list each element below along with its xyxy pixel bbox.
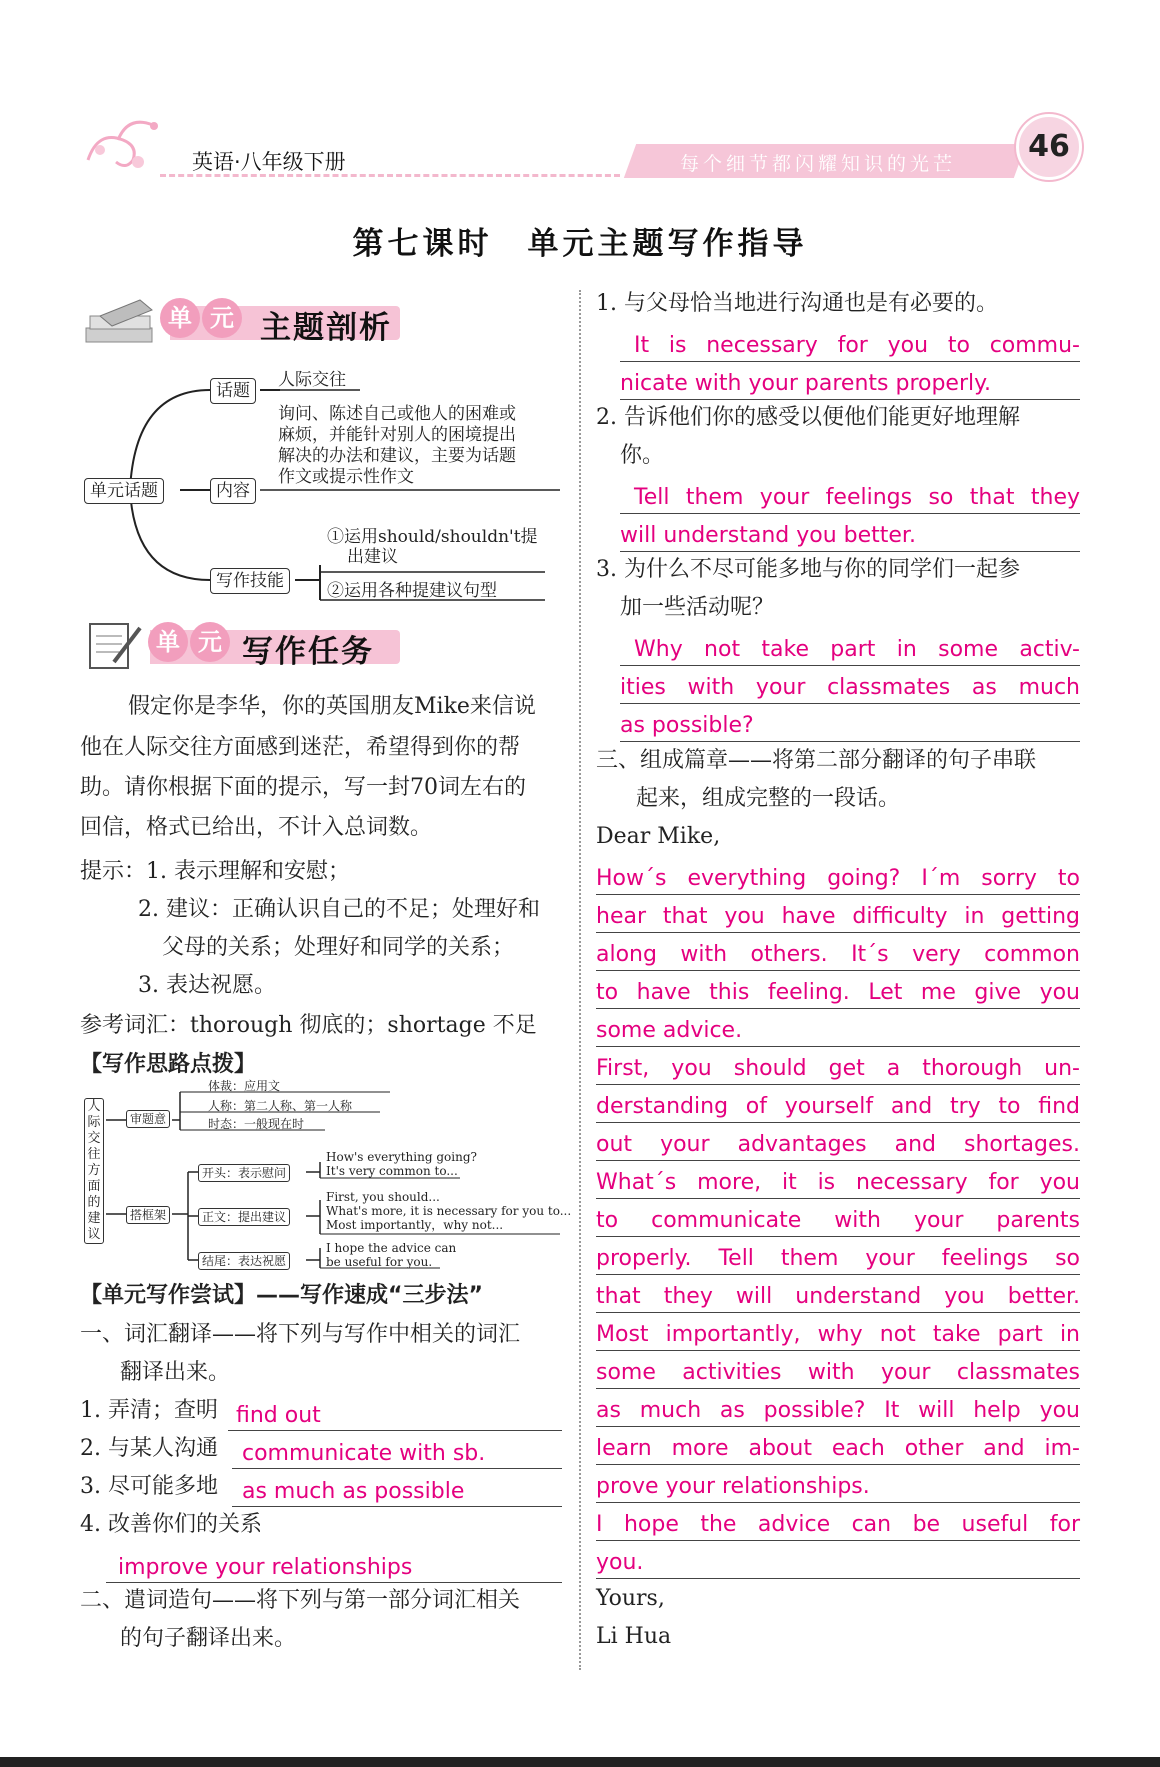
answer-line [620, 665, 1080, 704]
letter-line [596, 1426, 1080, 1465]
letter-line [596, 1274, 1080, 1313]
answer-line [620, 323, 1080, 362]
outline-opening: 开头：表示慰问 [198, 1164, 290, 1182]
letter-text: Most importantly, why not take part in [596, 1322, 1080, 1347]
letter-text: to have this feeling. Let me give you [596, 980, 1080, 1005]
letter-line [596, 1350, 1080, 1389]
letter-text: What´s more, it is necessary for you [596, 1170, 1080, 1195]
outline-ending: 结尾：表达祝愿 [198, 1252, 290, 1270]
sentence-question: 1. 与父母恰当地进行沟通也是有必要的。 [596, 291, 998, 316]
vocab-answer-line [232, 1430, 562, 1469]
practice-heading: 【单元写作尝试】——写作速成“三步法” [80, 1283, 483, 1308]
sentence-question: 3. 为什么不尽可能多地与你的同学们一起参 [596, 557, 1020, 582]
sentence-answer: will understand you better. [620, 523, 916, 548]
root-char: 议 [87, 1227, 101, 1242]
part1-line: 一、词汇翻译——将下列与写作中相关的词汇 [80, 1322, 521, 1347]
section-banner-analysis [80, 298, 420, 346]
sentence-answer: Tell them your feelings so that they [634, 485, 1080, 510]
part2-line: 的句子翻译出来。 [120, 1626, 297, 1651]
outline-body-text [326, 1190, 571, 1232]
mindmap-root: 单元话题 [84, 478, 164, 504]
letter-text: How´s everything going? I´m sorry to [596, 866, 1080, 891]
letter-line [596, 1160, 1080, 1199]
outline-text-line: It's very common to... [326, 1164, 458, 1178]
letter-line [596, 1464, 1080, 1503]
section-banner-task [80, 622, 420, 670]
outline-opening-text [326, 1150, 477, 1178]
part3-line: 三、组成篇章——将第二部分翻译的句子串联 [596, 748, 1037, 773]
content-line: 作文或提示性作文 [278, 467, 414, 487]
mindmap-skill-label: 写作技能 [210, 568, 290, 594]
root-char: 的 [87, 1195, 101, 1210]
vocab-question: 4. 改善你们的关系 [80, 1512, 262, 1537]
letter-text: hear that you have difficulty in getting [596, 904, 1080, 929]
outline-heading: 【写作思路点拨】 [80, 1052, 257, 1077]
mindmap-skill-2: ②运用各种提建议句型 [327, 581, 497, 601]
sentence-question: 你。 [620, 443, 665, 468]
content-line: 麻烦，并能针对别人的困境提出 [278, 425, 516, 445]
vocab-answer-line [232, 1468, 562, 1507]
letter-line [596, 1502, 1080, 1541]
sentence-answer: as possible? [620, 713, 754, 738]
root-char: 往 [87, 1147, 101, 1162]
vocab-answer: improve your relationships [118, 1555, 413, 1580]
notebook-icon [84, 620, 144, 672]
section-heading: 主题剖析 [260, 310, 392, 346]
outline-root [84, 1098, 104, 1244]
root-char: 际 [87, 1115, 101, 1130]
vocab-answer: as much as possible [242, 1479, 465, 1504]
letter-text: some activities with your classmates [596, 1360, 1080, 1385]
vocab-answer-line [106, 1544, 562, 1583]
letter-text: out your advantages and shortages. [596, 1132, 1080, 1157]
outline-body: 正文：提出建议 [198, 1208, 290, 1226]
mindmap-skill-1 [327, 527, 538, 567]
outline-branch-review: 审题意 [126, 1110, 170, 1128]
outline-item: 人称：第二人称、第一人称 [208, 1099, 353, 1113]
vocab-question: 3. 尽可能多地 [80, 1474, 218, 1499]
header-ornament [78, 110, 168, 180]
root-char: 方 [87, 1163, 101, 1178]
letter-line [596, 1122, 1080, 1161]
sentence-answer: ities with your classmates as much [620, 675, 1080, 700]
letter-text: First, you should get a thorough un- [596, 1056, 1080, 1081]
letter-line [596, 1046, 1080, 1085]
skill-line: ①运用should/shouldn't提 [327, 527, 538, 547]
answer-line [620, 361, 1080, 400]
content-line: 解决的办法和建议，主要为话题 [278, 446, 516, 466]
outline-item: 时态：一般现在时 [208, 1117, 305, 1131]
outline-text-line: What's more, it is necessary for you to... [326, 1204, 572, 1218]
column-divider [579, 290, 581, 1670]
mindmap-topic-label: 话题 [210, 378, 256, 404]
hint-line: 3. 表达祝愿。 [138, 973, 276, 998]
task-line: 回信，格式已给出，不计入总词数。 [80, 815, 433, 840]
letter-line [596, 1388, 1080, 1427]
letter-text: some advice. [596, 1018, 743, 1043]
vocab-question: 2. 与某人沟通 [80, 1436, 218, 1461]
letter-text: along with others. It´s very common [596, 942, 1080, 967]
answer-line [620, 475, 1080, 514]
mindmap-topic-value: 人际交往 [278, 370, 346, 390]
hint-line: 2. 建议：正确认识自己的不足；处理好和 [138, 897, 540, 922]
sentence-question: 2. 告诉他们你的感受以便他们能更好地理解 [596, 405, 1020, 430]
page-number: 46 [1016, 114, 1082, 180]
page-title: 第七课时 单元主题写作指导 [352, 226, 808, 262]
letter-line [596, 1236, 1080, 1275]
letter-text: that they will understand you better. [596, 1284, 1080, 1309]
task-line: 他在人际交往方面感到迷茫，希望得到你的帮 [80, 735, 521, 760]
letter-line [596, 932, 1080, 971]
letter-text: derstanding of yourself and try to find [596, 1094, 1080, 1119]
skill-line: 出建议 [347, 547, 398, 567]
letter-line [596, 1198, 1080, 1237]
letter-line [596, 894, 1080, 933]
letter-salutation: Dear Mike, [596, 824, 721, 849]
outline-branch-frame: 搭框架 [126, 1206, 170, 1224]
content-line: 询问、陈述自己或他人的困难或 [278, 404, 516, 424]
footer-bar [0, 1757, 1160, 1767]
letter-line [596, 1540, 1080, 1579]
letter-signature: Li Hua [596, 1624, 672, 1649]
letter-line [596, 1008, 1080, 1047]
letter-line [596, 1312, 1080, 1351]
letter-text: to communicate with your parents [596, 1208, 1080, 1233]
mindmap-content-text [278, 404, 516, 488]
part1-line: 翻译出来。 [120, 1360, 231, 1385]
letter-text: prove your relationships. [596, 1474, 870, 1499]
sentence-answer: nicate with your parents properly. [620, 371, 992, 396]
letter-line [596, 856, 1080, 895]
badge-char: 元 [190, 622, 230, 662]
outline-text-line: First, you should... [326, 1190, 440, 1204]
hint-line: 提示：1. 表示理解和安慰； [80, 859, 350, 884]
vocab-answer-line [228, 1392, 562, 1431]
vocab-answer: find out [236, 1403, 321, 1428]
header-divider [160, 174, 620, 177]
section-heading: 写作任务 [242, 634, 374, 670]
task-line: 助。请你根据下面的提示，写一封70词左右的 [80, 775, 526, 800]
root-char: 建 [87, 1211, 101, 1226]
letter-text: I hope the advice can be useful for [596, 1512, 1080, 1537]
header-slogan: 每个细节都闪耀知识的光芒 [680, 153, 957, 175]
root-char: 面 [87, 1179, 101, 1194]
book-title: 英语·八年级下册 [192, 150, 346, 174]
letter-text: learn more about each other and im- [596, 1436, 1080, 1461]
answer-line [620, 627, 1080, 666]
outline-text-line: be useful for you. [326, 1255, 433, 1269]
vocab-answer: communicate with sb. [242, 1441, 486, 1466]
root-char: 人 [87, 1099, 101, 1114]
root-char: 交 [87, 1131, 101, 1146]
badge-char: 元 [202, 298, 242, 338]
vocab-reference: 参考词汇：thorough 彻底的；shortage 不足 [80, 1013, 537, 1038]
answer-line [620, 513, 1080, 552]
outline-text-line: I hope the advice can [326, 1241, 457, 1255]
mindmap-content-label: 内容 [210, 478, 256, 504]
badge-char: 单 [160, 298, 200, 338]
badge-char: 单 [148, 622, 188, 662]
outline-text-line: Most importantly，why not... [326, 1218, 504, 1232]
sentence-question: 加一些活动呢？ [620, 595, 775, 620]
letter-text: as much as possible? It will help you [596, 1398, 1080, 1423]
letter-closing: Yours, [596, 1586, 665, 1611]
task-line: 假定你是李华，你的英国朋友Mike来信说 [128, 694, 536, 719]
vocab-question: 1. 弄清；查明 [80, 1398, 218, 1423]
sentence-answer: Why not take part in some activ- [634, 637, 1080, 662]
outline-ending-text [326, 1241, 456, 1269]
letter-text: you. [596, 1550, 644, 1575]
sentence-answer: It is necessary for you to commu- [634, 333, 1080, 358]
part2-line: 二、遣词造句——将下列与第一部分词汇相关 [80, 1588, 521, 1613]
letter-text: properly. Tell them your feelings so [596, 1246, 1080, 1271]
answer-line [620, 703, 1080, 742]
letter-line [596, 1084, 1080, 1123]
outline-item: 体裁：应用文 [208, 1079, 281, 1093]
hint-line: 父母的关系；处理好和同学的关系； [162, 935, 515, 960]
letter-line [596, 970, 1080, 1009]
outline-text-line: How's everything going? [326, 1150, 477, 1164]
books-icon [80, 298, 160, 350]
part3-line: 起来，组成完整的一段话。 [636, 786, 901, 811]
